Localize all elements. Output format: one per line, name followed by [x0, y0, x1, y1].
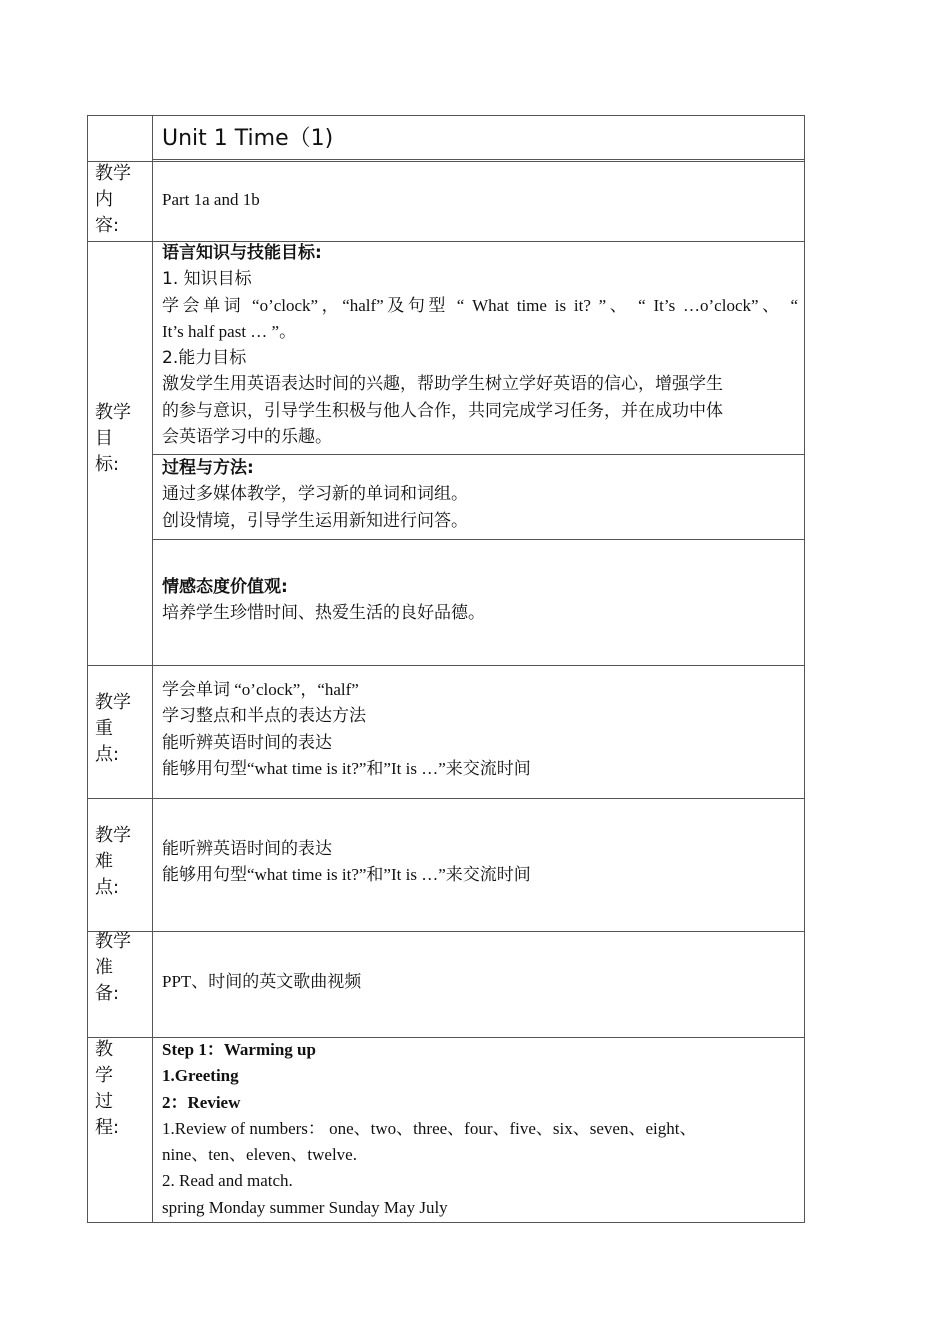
attitude-line: 培养学生珍惜时间、热爱生活的良好品德。	[162, 603, 485, 624]
knowledge-line: 学会单词 “o’clock”，“half”及句型 “ What time is it? ”、 “ It’s …o’clock”、 “	[162, 295, 798, 315]
label-line: 教学	[95, 402, 131, 423]
row-divider	[87, 931, 805, 932]
label-line: 点:	[95, 744, 120, 765]
label-line: 教学	[95, 931, 131, 952]
review-heading: 2：Review	[162, 1092, 241, 1112]
label-line: 标:	[95, 454, 120, 475]
label-line: 内	[95, 189, 113, 210]
procedure-line: 1.Review of numbers： one、two、three、four、five、six、seven、eight、	[162, 1118, 697, 1138]
label-line: 重	[95, 718, 113, 739]
preparation-cell	[162, 969, 798, 995]
table-border-right	[804, 115, 805, 1223]
ability-subheading: 2.能力目标	[162, 348, 247, 369]
attitude-objectives-cell	[162, 574, 798, 627]
process-objectives-cell	[162, 455, 798, 534]
table-border-top	[87, 115, 805, 116]
key-point-line: 能够用句型“what time is it?”和”It is …”来交流时间	[162, 758, 531, 778]
key-point-line: 学习整点和半点的表达方法	[162, 706, 366, 727]
row-divider	[87, 161, 805, 162]
table-border-left	[87, 115, 88, 1223]
ability-line: 激发学生用英语表达时间的兴趣，帮助学生树立学好英语的信心，增强学生	[162, 374, 723, 395]
label-line: 过	[95, 1091, 113, 1112]
knowledge-heading: 语言知识与技能目标:	[162, 243, 322, 263]
knowledge-objectives-cell	[162, 240, 798, 450]
content-text: Part 1a and 1b	[162, 190, 260, 209]
preparation-text: PPT、时间的英文歌曲视频	[162, 972, 362, 991]
ability-line: 会英语学习中的乐趣。	[162, 427, 332, 448]
key-point-line: 能听辨英语时间的表达	[162, 732, 332, 753]
label-line: 教	[95, 1039, 113, 1060]
difficulty-line: 能够用句型“what time is it?”和”It is …”来交流时间	[162, 865, 531, 885]
ability-line: 的参与意识，引导学生积极与他人合作，共同完成学习任务，并在成功中体	[162, 400, 723, 421]
page-title: Unit 1 Time（1)	[162, 126, 334, 151]
label-line: 准	[95, 957, 113, 978]
process-line: 创设情境，引导学生运用新知进行问答。	[162, 510, 468, 531]
label-procedure	[95, 1037, 145, 1141]
label-preparation	[95, 929, 145, 1007]
process-line: 通过多媒体教学，学习新的单词和词组。	[162, 484, 468, 505]
table-border-bottom	[87, 1222, 805, 1223]
process-heading: 过程与方法:	[162, 458, 254, 478]
label-objectives	[95, 400, 145, 478]
label-line: 教学	[95, 692, 131, 713]
content-cell	[162, 187, 798, 213]
procedure-line: 2. Read and match.	[162, 1171, 293, 1191]
row-divider	[152, 539, 805, 540]
label-line: 学	[95, 1065, 113, 1086]
label-line: 目	[95, 428, 113, 449]
row-divider	[87, 665, 805, 666]
procedure-line: nine、ten、eleven、twelve.	[162, 1145, 357, 1165]
label-line: 点:	[95, 877, 120, 898]
label-line: 教学	[95, 825, 131, 846]
label-difficulties	[95, 823, 145, 901]
key-point-line: 学会单词 “o’clock”，“half”	[162, 680, 359, 699]
label-key-points	[95, 690, 145, 768]
label-line: 难	[95, 851, 113, 872]
label-column-divider	[152, 115, 153, 1223]
difficulty-line: 能听辨英语时间的表达	[162, 839, 332, 859]
procedure-line: spring Monday summer Sunday May July	[162, 1197, 448, 1217]
label-line: 程:	[95, 1117, 120, 1138]
procedure-cell	[162, 1037, 798, 1221]
label-line: 备:	[95, 983, 120, 1004]
title-divider	[152, 159, 805, 160]
knowledge-line: It’s half past … ”。	[162, 321, 297, 341]
label-line: 容:	[95, 215, 120, 236]
label-line: 教学	[95, 163, 131, 184]
label-content	[95, 161, 145, 239]
row-divider	[87, 798, 805, 799]
step-heading: Step 1：Warming up	[162, 1040, 316, 1059]
key-points-cell	[162, 677, 798, 782]
greeting-heading: 1.Greeting	[162, 1066, 239, 1086]
attitude-heading: 情感态度价值观:	[162, 577, 288, 597]
lesson-plan-table	[87, 115, 805, 1223]
knowledge-subheading: 1. 知识目标	[162, 269, 252, 290]
difficulties-cell	[162, 836, 798, 889]
